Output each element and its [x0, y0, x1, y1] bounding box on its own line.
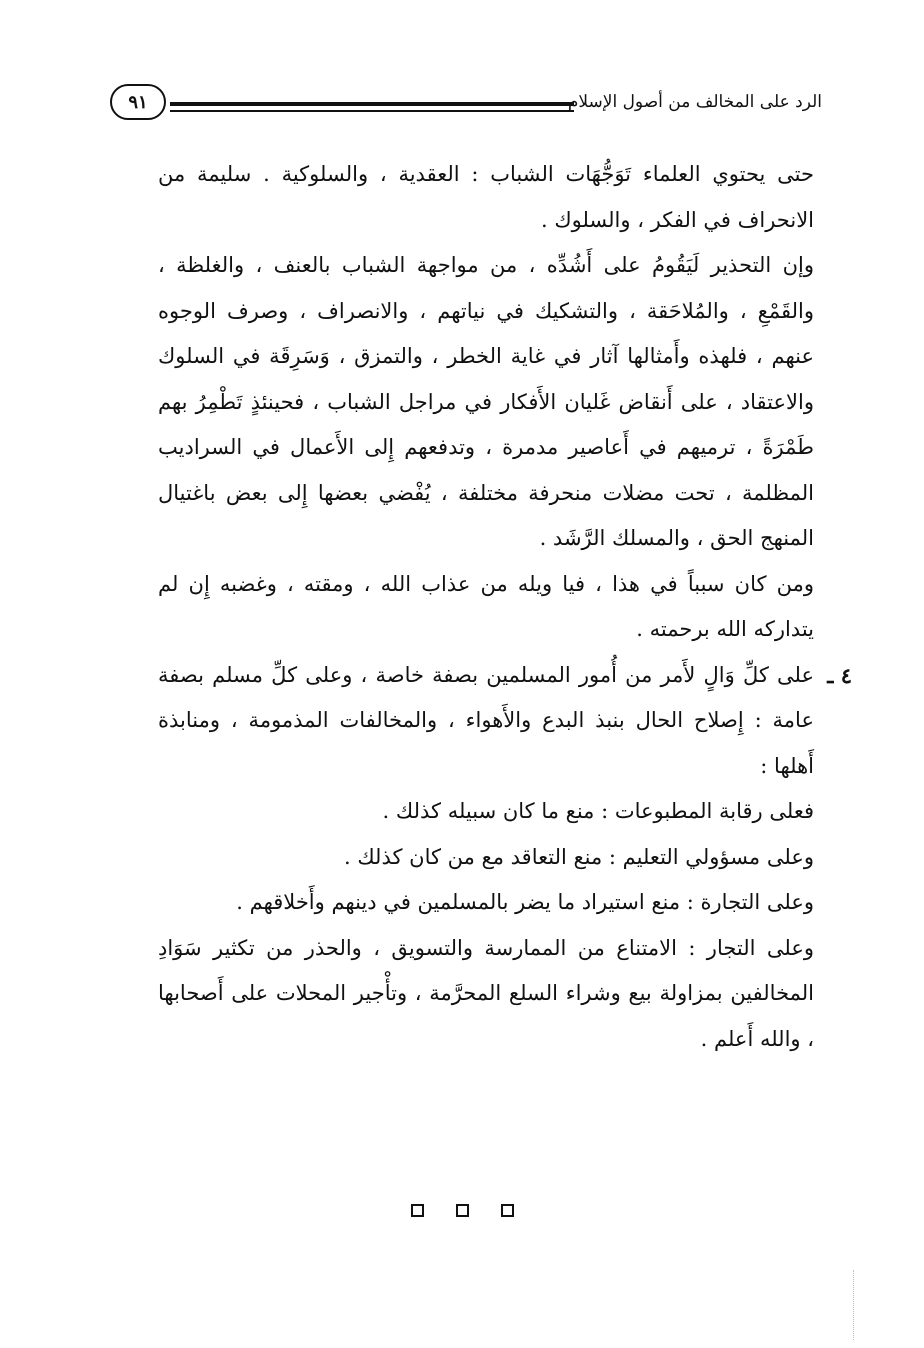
header-rule-thin: [170, 110, 574, 112]
square-ornament-icon: [456, 1204, 469, 1217]
square-ornament-icon: [411, 1204, 424, 1217]
sub-paragraph: وعلى مسؤولي التعليم : منع التعاقد مع من كان كذلك .: [344, 844, 814, 869]
paragraph: وإن التحذير لَيَقُومُ على أَشُدِّه ، من مواجهة الشباب بالعنف ، والغلظة ، والقَمْعِ ، والمُلاحَقة ، والتشكيك في نياتهم ، والانصراف ، وصرف الوجوه عنهم ، فلهذه وأَمثالها آثار في غاية الخطر ، والتمزق ، وَسَرِقَة في السلوك والاعتقاد ، على أَنقاض غَليان الأَفكار في مراجل الشباب ، فحينئذٍ تَطْمِرُ بهم طَمْرَةً ، ترميهم في أَعاصير مدمرة ، وتدفعهم إِلى الأَعمال في السراديب المظلمة ، تحت مضلات منحرفة مختلفة ، يُفْضي بعضها إِلى بعض باغتيال المنهج الحق ، والمسلك الرَّشَد .: [158, 253, 814, 550]
page-number: ٩١: [110, 84, 166, 120]
item-text: على كلِّ وَالٍ لأَمر من أُمور المسلمين بصفة خاصة ، وعلى كلِّ مسلم بصفة عامة : إِصلاح الحال بنبذ البدع والأَهواء ، والمخالفات المذمومة ، ومنابذة أَهلها :: [158, 662, 814, 778]
sub-paragraph: وعلى التجارة : منع استيراد ما يضر بالمسلمين في دينهم وأَخلاقهم .: [236, 890, 814, 914]
square-ornament-icon: [501, 1204, 514, 1217]
header-rule-thick: [170, 102, 574, 106]
paragraph: حتى يحتوي العلماء تَوَجُّهَات الشباب : العقدية ، والسلوكية . سليمة من الانحراف في الفكر ، والسلوك .: [158, 162, 814, 232]
sub-paragraph: فعلى رقابة المطبوعات : منع ما كان سبيله كذلك .: [382, 799, 814, 823]
sub-paragraph: وعلى التجار : الامتناع من الممارسة والتسويق ، والحذر من تكثير سَوَادِ المخالفين بمزاولة بيع وشراء السلع المحرَّمة ، وتأْجير المحلات على أَصحابها ، والله أَعلم .: [158, 935, 814, 1051]
section-end-ornament: [0, 1204, 924, 1217]
body-text: [158, 152, 852, 1062]
item-number: ٤ ـ: [827, 662, 852, 688]
margin-dots: [851, 1270, 854, 1340]
numbered-item-4: [158, 653, 852, 790]
paragraph: ومن كان سبباً في هذا ، فيا ويله من عذاب الله ، ومقته ، وغضبه إِن لم يتداركه الله برحمته .: [158, 571, 814, 641]
running-title: الرد على المخالف من أصول الإسلام: [567, 92, 822, 112]
page-header: [110, 80, 822, 132]
